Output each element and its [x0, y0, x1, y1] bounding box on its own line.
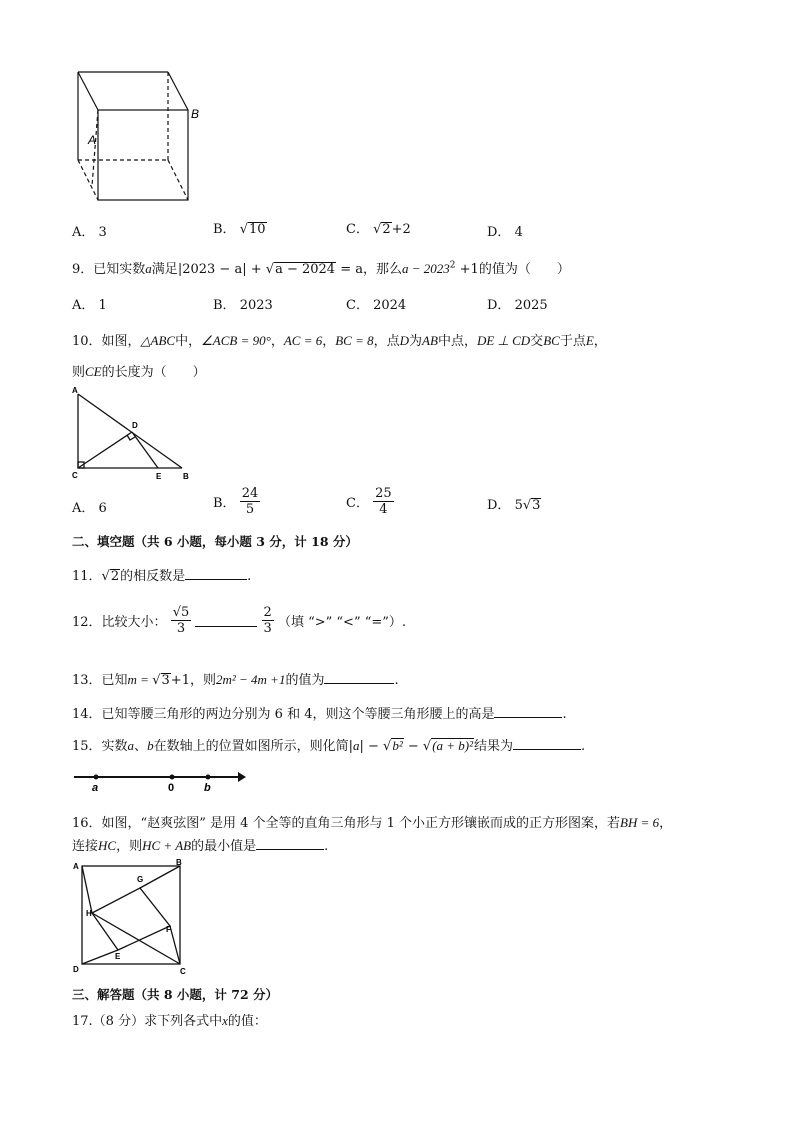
- numline-label-b: b: [204, 782, 211, 794]
- numline-label-a: a: [92, 782, 99, 794]
- q9-option-d: D． 2025: [487, 298, 548, 313]
- question-10-line-2: 则CE的长度为（ ）: [72, 364, 206, 380]
- q10-option-d: D． 5√3: [487, 498, 541, 513]
- zhao-label-E: E: [115, 952, 121, 961]
- cube-figure: [70, 66, 210, 206]
- q9-option-b: B． 2023: [213, 298, 273, 313]
- tri-label-A: A: [72, 386, 78, 395]
- numline-label-0: 0: [168, 782, 175, 794]
- q8-option-d: D． 4: [487, 225, 523, 240]
- q10-option-a: A． 6: [72, 501, 107, 516]
- zhao-label-H: H: [86, 909, 92, 918]
- q10-option-c: C． $\frac{25}{4}$: [346, 486, 392, 517]
- question-15: 15．实数a、b在数轴上的位置如图所示，则化简|a| − √b² − √(a + b)²结果为 .: [72, 738, 586, 754]
- question-13: 13．已知m = √3+1，则2m² − 4m +1的值为 .: [72, 672, 399, 688]
- section-2-title: 二、填空题（共 6 小题，每小题 3 分，计 18 分）: [72, 534, 358, 549]
- tri-label-C: C: [72, 471, 78, 480]
- number-line-figure: [70, 768, 250, 798]
- zhao-shuang-figure: [70, 858, 195, 976]
- q8-option-a: A． 3: [72, 225, 107, 240]
- question-17: 17.（8 分）求下列各式中x的值：: [72, 1013, 267, 1029]
- zhao-label-B: B: [176, 858, 182, 867]
- tri-label-B: B: [183, 472, 189, 481]
- q9-option-c: C． 2024: [346, 298, 407, 313]
- q10-option-b: B． $\frac{24}{5}$: [213, 486, 259, 517]
- q8-option-b: B． √10: [213, 222, 266, 237]
- triangle-figure: [70, 384, 195, 484]
- tri-label-E: E: [156, 472, 162, 481]
- question-9: 9．已知实数a满足|2023 − a| + √a − 2024 = a，那么$a - 2023^2 +1$的值为（ ）: [72, 260, 570, 277]
- q8-option-c: C． √2+2: [346, 222, 411, 237]
- question-11: 11．√2的相反数是 .: [72, 569, 252, 584]
- zhao-label-D: D: [73, 965, 79, 974]
- cube-label-B: B: [191, 107, 200, 121]
- zhao-label-A: A: [73, 862, 79, 871]
- q9-option-a: A． 1: [72, 298, 107, 313]
- zhao-label-G: G: [137, 875, 144, 884]
- question-16-line-1: 16．如图，“赵爽弦图” 是用 4 个全等的直角三角形与 1 个小正方形镶嵌而成的正方形图案，若BH = 6，: [72, 815, 673, 831]
- question-14: 14．已知等腰三角形的两边分别为 6 和 4，则这个等腰三角形腰上的高是 .: [72, 707, 567, 722]
- zhao-label-C: C: [180, 967, 186, 976]
- question-10-line-1: 10．如图，△ABC中，∠ACB = 90°，AC = 6，BC = 8，点D为AB中点，DE ⊥ CD交BC于点E，: [72, 333, 607, 349]
- question-16-line-2: 连接HC，则HC + AB的最小值是 .: [72, 838, 329, 854]
- tri-label-D: D: [132, 421, 138, 430]
- question-12: 12．比较大小： $\frac{√5}{3}$ $\frac{2}{3}$ （填 “>” “<” “=”）.: [72, 605, 407, 636]
- zhao-label-F: F: [166, 925, 171, 934]
- cube-label-A: A: [88, 133, 97, 147]
- section-3-title: 三、解答题（共 8 小题，计 72 分）: [72, 987, 279, 1002]
